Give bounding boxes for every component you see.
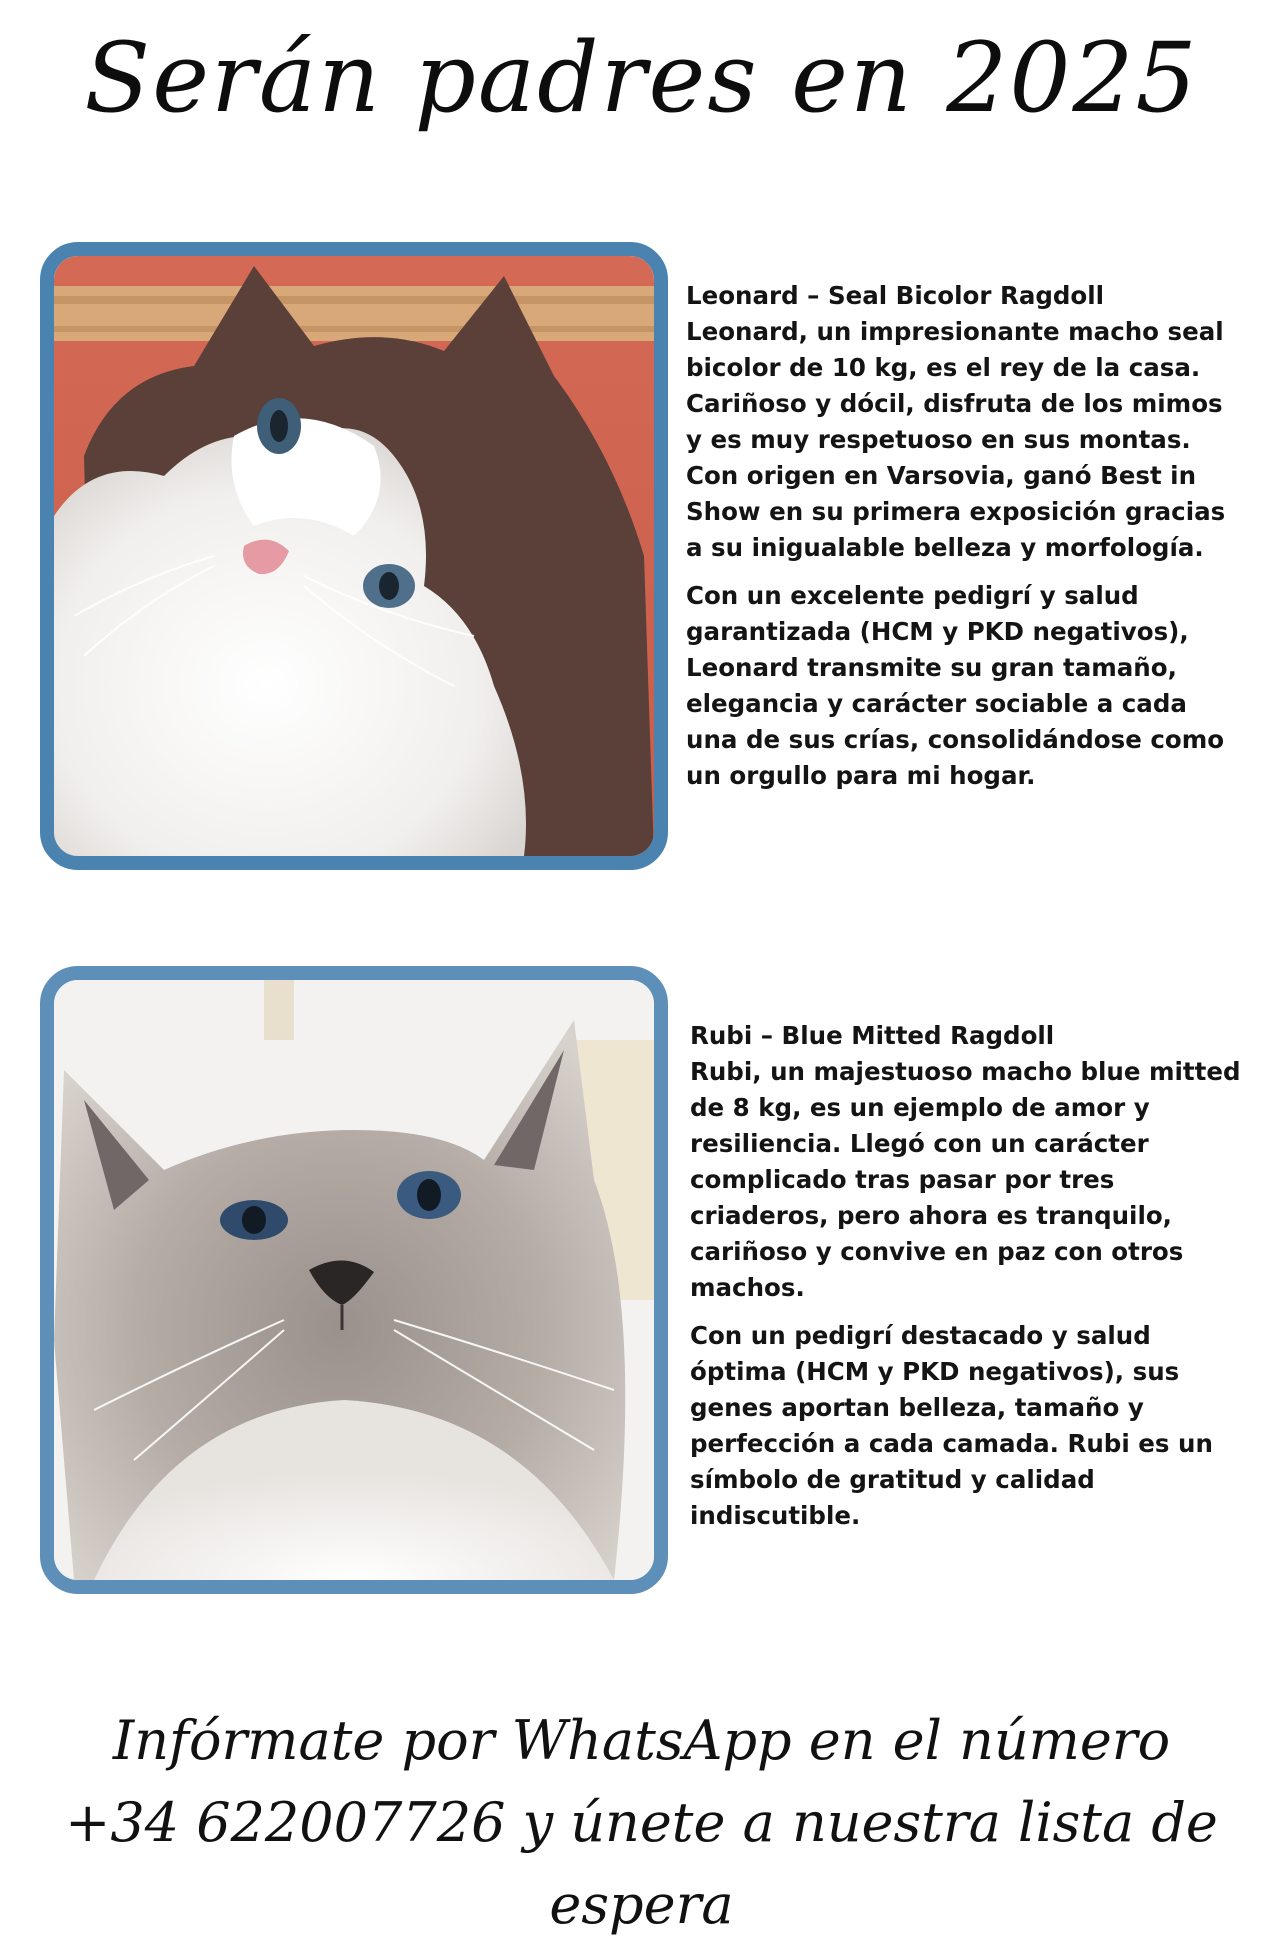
rubi-paragraph-1: Rubi, un majestuoso macho blue mitted de 8 kg, es un ejemplo de amor y resiliencia. Llegó con un carácter complicado tras pasar por tres criaderos, pero ahora es tranquilo, cariñoso y convive en paz con otros machos. bbox=[690, 1057, 1241, 1302]
blue-mitted-ragdoll-icon bbox=[54, 980, 654, 1580]
footer-line-1: Infórmate por WhatsApp en el número bbox=[112, 1709, 1171, 1772]
leonard-paragraph-2: Con un excelente pedigrí y salud garantizada (HCM y PKD negativos), Leonard transmite su gran tamaño, elegancia y carácter sociable a cada una de sus crías, consolidándose como un orgullo para mi hogar. bbox=[686, 581, 1225, 790]
page-title: Serán padres en 2025 bbox=[84, 22, 1199, 134]
contact-footer bbox=[0, 1700, 1283, 1946]
leonard-paragraph-1: Leonard, un impresionante macho seal bicolor de 10 kg, es el rey de la casa. Cariñoso y dócil, disfruta de los mimos y es muy respetuoso en sus montas. Con origen en Varsovia, ganó Best in Show en su primera exposición gracias a su inigualable belleza y morfología. bbox=[686, 317, 1226, 562]
rubi-heading: Rubi – Blue Mitted Ragdoll bbox=[690, 1021, 1055, 1050]
leonard-description bbox=[686, 278, 1246, 794]
rubi-paragraph-2: Con un pedigrí destacado y salud óptima (HCM y PKD negativos), sus genes aportan belleza, tamaño y perfección a cada camada. Rubi es un símbolo de gratitud y calidad indiscutible. bbox=[690, 1321, 1213, 1530]
rubi-description bbox=[690, 1018, 1246, 1534]
rubi-photo bbox=[40, 966, 668, 1594]
leonard-heading: Leonard – Seal Bicolor Ragdoll bbox=[686, 281, 1105, 310]
seal-bicolor-ragdoll-icon bbox=[54, 256, 654, 856]
footer-line-2: +34 622007726 y únete a nuestra lista de espera bbox=[65, 1791, 1218, 1936]
leonard-photo bbox=[40, 242, 668, 870]
